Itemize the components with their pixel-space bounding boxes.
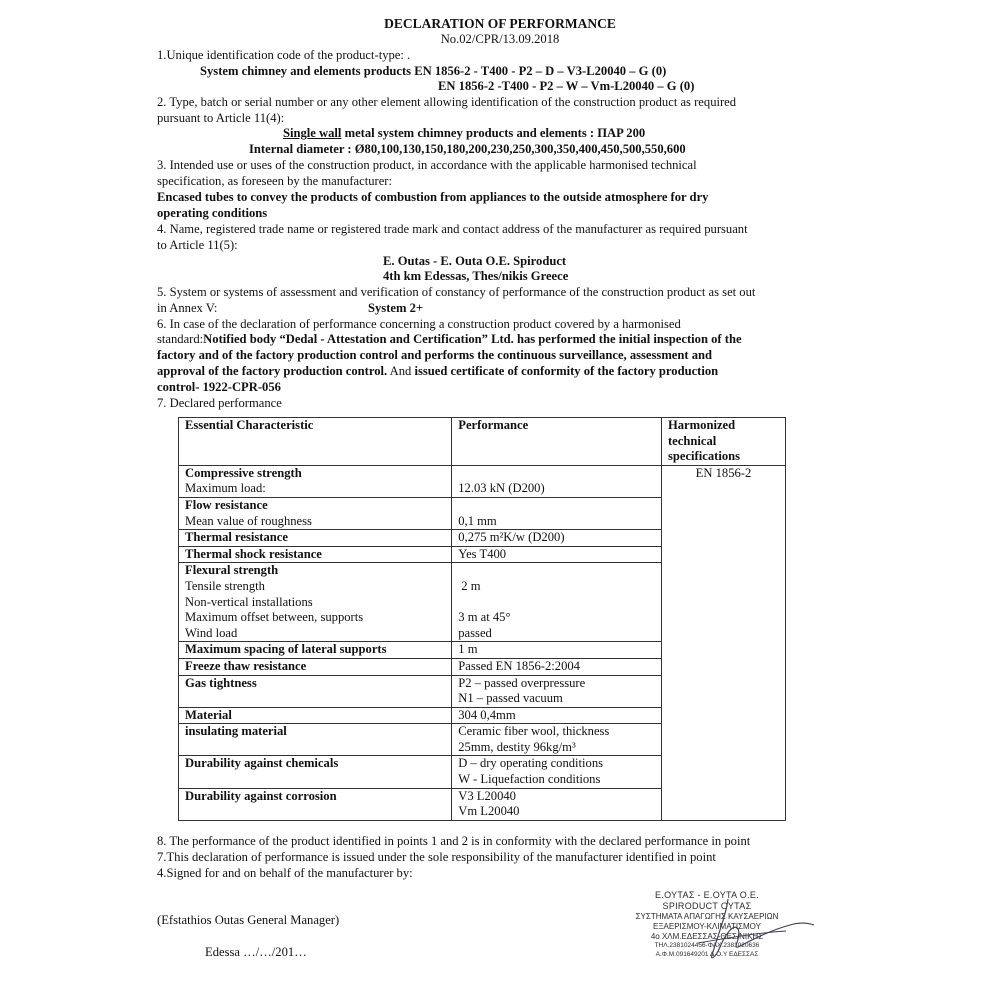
row-subtitle: Maximum load: <box>185 481 266 496</box>
characteristic-cell: insulating material <box>179 724 452 756</box>
row-value: D – dry operating conditions <box>458 756 604 771</box>
performance-cell: 0,275 m²K/w (D200) <box>452 530 662 547</box>
product-type-code-1: System chimney and elements products EN 1856-2 - T400 - P2 – D – V3-L20040 – G (0) <box>200 64 667 78</box>
section-4-heading-cont: to Article 11(5): <box>157 238 238 252</box>
product-name-rest: metal system chimney products and elements : ΠΑΡ 200 <box>341 126 646 140</box>
row-subtitle: Mean value of roughness <box>185 513 312 528</box>
row-value: 3 m at 45° <box>458 610 511 625</box>
internal-diameter: Internal diameter : Ø80,100,130,150,180,200,230,250,300,350,400,450,500,550,600 <box>249 142 686 156</box>
row-title: Flow resistance <box>185 497 268 512</box>
row-title: Flexural strength <box>185 563 279 578</box>
section-8-line-1: 8. The performance of the product identified in points 1 and 2 is in conformity with the declared performance in point <box>157 834 751 848</box>
signature-stroke <box>698 931 786 943</box>
row-subtitle: Wind load <box>185 625 238 640</box>
row-value: 12.03 kN (D200) <box>458 481 545 496</box>
stamp-line: Α.Φ.Μ.091649201 Δ.Ο.Υ ΕΔΕΣΣΑΣ <box>655 950 759 958</box>
characteristic-cell <box>179 465 452 497</box>
declared-performance-table <box>178 417 786 821</box>
characteristic-cell: Thermal resistance <box>179 530 452 547</box>
performance-cell: Yes T400 <box>452 546 662 563</box>
row-value: Ceramic fiber wool, thickness <box>458 724 610 739</box>
characteristic-cell: Material <box>179 707 452 724</box>
stamp-line: 4ο ΧΛΜ.ΕΔΕΣΣΑΣ-ΘΕΣ/ΝΙΚΗΣ <box>650 932 764 941</box>
header-spec-line-1: Harmonized <box>667 418 736 432</box>
performance-cell: Passed EN 1856-2:2004 <box>452 658 662 675</box>
section-8-line-3: 4.Signed for and on behalf of the manufacturer by: <box>157 866 413 880</box>
header-performance: Performance <box>452 418 662 466</box>
document-number: No.02/CPR/13.09.2018 <box>440 32 560 46</box>
stamp-line: ΣΥΣΤΗΜΑΤΑ ΑΠΑΓΩΓΗΣ ΚΑΥΣΑΕΡΙΩΝ <box>635 912 779 921</box>
characteristic-cell: Durability against corrosion <box>179 788 452 820</box>
intended-use: Encased tubes to convey the products of combustion from appliances to the outside atmosphere for dry <box>157 190 709 204</box>
row-title: Compressive strength <box>185 465 302 480</box>
row-value: V3 L20040 <box>458 788 516 803</box>
product-type-code-2: EN 1856-2 -T400 - P2 – W – Vm-L20040 – G (0) <box>438 79 695 93</box>
section-1-heading: 1.Unique identification code of the product-type: . <box>157 48 411 62</box>
manufacturer-address: 4th km Edessas, Thes/nikis Greece <box>383 269 569 283</box>
signature-stroke <box>712 899 814 958</box>
section-2-heading-cont: pursuant to Article 11(4): <box>157 111 285 125</box>
characteristic-cell: Gas tightness <box>179 675 452 707</box>
characteristic-cell <box>179 497 452 529</box>
performance-cell: 1 m <box>452 642 662 659</box>
stamp-line: ΤΗΛ.2381024456-ΦΑΧ.2381020636 <box>654 942 760 949</box>
section-6-line-4 <box>157 364 718 380</box>
row-subtitle: Maximum offset between, supports <box>185 610 364 625</box>
section-6-approval: approval of the factory production control. <box>157 364 388 378</box>
intended-use-cont: operating conditions <box>157 206 268 220</box>
section-3-heading: 3. Intended use or uses of the construction product, in accordance with the applicable harmonised technical <box>157 158 697 172</box>
header-spec-line-3: specifications <box>667 449 741 464</box>
section-5-heading: 5. System or systems of assessment and verification of constancy of performance of the construction product as set out <box>157 285 756 299</box>
section-7-heading: 7. Declared performance <box>157 396 282 410</box>
row-value: N1 – passed vacuum <box>458 691 563 706</box>
performance-cell <box>452 497 662 529</box>
row-subtitle: Tensile strength <box>185 578 265 593</box>
row-subtitle: Non-vertical installations <box>185 594 313 609</box>
stamp-line: ΕΞΑΕΡΙΣΜΟΥ-ΚΛΙΜΑΤΙΣΜΟΥ <box>653 922 761 931</box>
handwritten-signature <box>668 895 818 975</box>
header-harmonized-specifications <box>661 418 785 466</box>
signatory-name: (Efstathios Outas General Manager) <box>157 913 340 927</box>
header-essential-characteristic: Essential Characteristic <box>179 418 452 466</box>
stamp-line: SPIRODUCT ΟΥΤΑΣ <box>662 901 752 911</box>
row-value: Vm L20040 <box>458 804 520 819</box>
table-header-row <box>179 418 786 466</box>
characteristic-cell: Thermal shock resistance <box>179 546 452 563</box>
section-6-line-2 <box>157 332 742 348</box>
product-name-underlined: Single wall <box>283 126 342 140</box>
section-3-heading-cont: specification, as foreseen by the manufacturer: <box>157 174 392 188</box>
certificate-number: control- 1922-CPR-056 <box>157 380 281 394</box>
header-spec-line-2: technical <box>667 433 717 448</box>
manufacturer-name: E. Outas - E. Outa O.E. Spiroduct <box>383 254 567 268</box>
section-4-heading: 4. Name, registered trade name or registered trade mark and contact address of the manufacturer as required pursuant <box>157 222 748 236</box>
stamp-line: Ε.ΟΥΤΑΣ - Ε.ΟΥΤΑ Ο.Ε. <box>655 890 759 900</box>
characteristic-cell: Durability against chemicals <box>179 756 452 788</box>
row-value: passed <box>458 625 492 640</box>
section-2-heading: 2. Type, batch or serial number or any other element allowing identification of the construction product as required <box>157 95 737 109</box>
section-6-line-3: factory and of the factory production control and performs the continuous surveillance, assessment and <box>157 348 713 362</box>
section-6-certificate: issued certificate of conformity of the factory production <box>414 364 719 378</box>
spec-value: EN 1856-2 <box>695 465 752 480</box>
assessment-system: System 2+ <box>368 301 424 315</box>
section-6-heading: 6. In case of the declaration of performance concerning a construction product covered by a harmonised <box>157 317 681 331</box>
characteristic-cell: Freeze thaw resistance <box>179 658 452 675</box>
row-value: P2 – passed overpressure <box>458 675 586 690</box>
table-row <box>179 465 786 497</box>
performance-cell: 304 0,4mm <box>452 707 662 724</box>
row-value: 2 m <box>461 578 481 593</box>
performance-cell <box>452 465 662 497</box>
row-value: 25mm, destity 96kg/m³ <box>458 739 576 754</box>
notified-body: Notified body “Dedal - Attestation and Certification” Ltd. has performed the initial inspection of the <box>203 332 742 346</box>
row-value: 0,1 mm <box>458 513 497 528</box>
performance-cell <box>452 788 662 820</box>
section-8-line-2: 7.This declaration of performance is issued under the sole responsibility of the manufacturer identified in point <box>157 850 716 864</box>
performance-cell <box>452 563 662 642</box>
product-name <box>283 126 645 142</box>
section-5-heading-cont: in Annex V: <box>157 301 218 315</box>
harmonized-spec-cell <box>661 465 785 820</box>
characteristic-cell <box>179 563 452 642</box>
document-title: DECLARATION OF PERFORMANCE <box>384 16 616 31</box>
section-6-and: And <box>387 364 415 378</box>
row-value: W - Liquefaction conditions <box>458 772 601 787</box>
performance-cell <box>452 724 662 756</box>
performance-cell <box>452 756 662 788</box>
section-6-standard: standard: <box>157 332 204 346</box>
performance-cell <box>452 675 662 707</box>
place-and-date: Edessa …/…/201… <box>205 945 307 959</box>
characteristic-cell: Maximum spacing of lateral supports <box>179 642 452 659</box>
